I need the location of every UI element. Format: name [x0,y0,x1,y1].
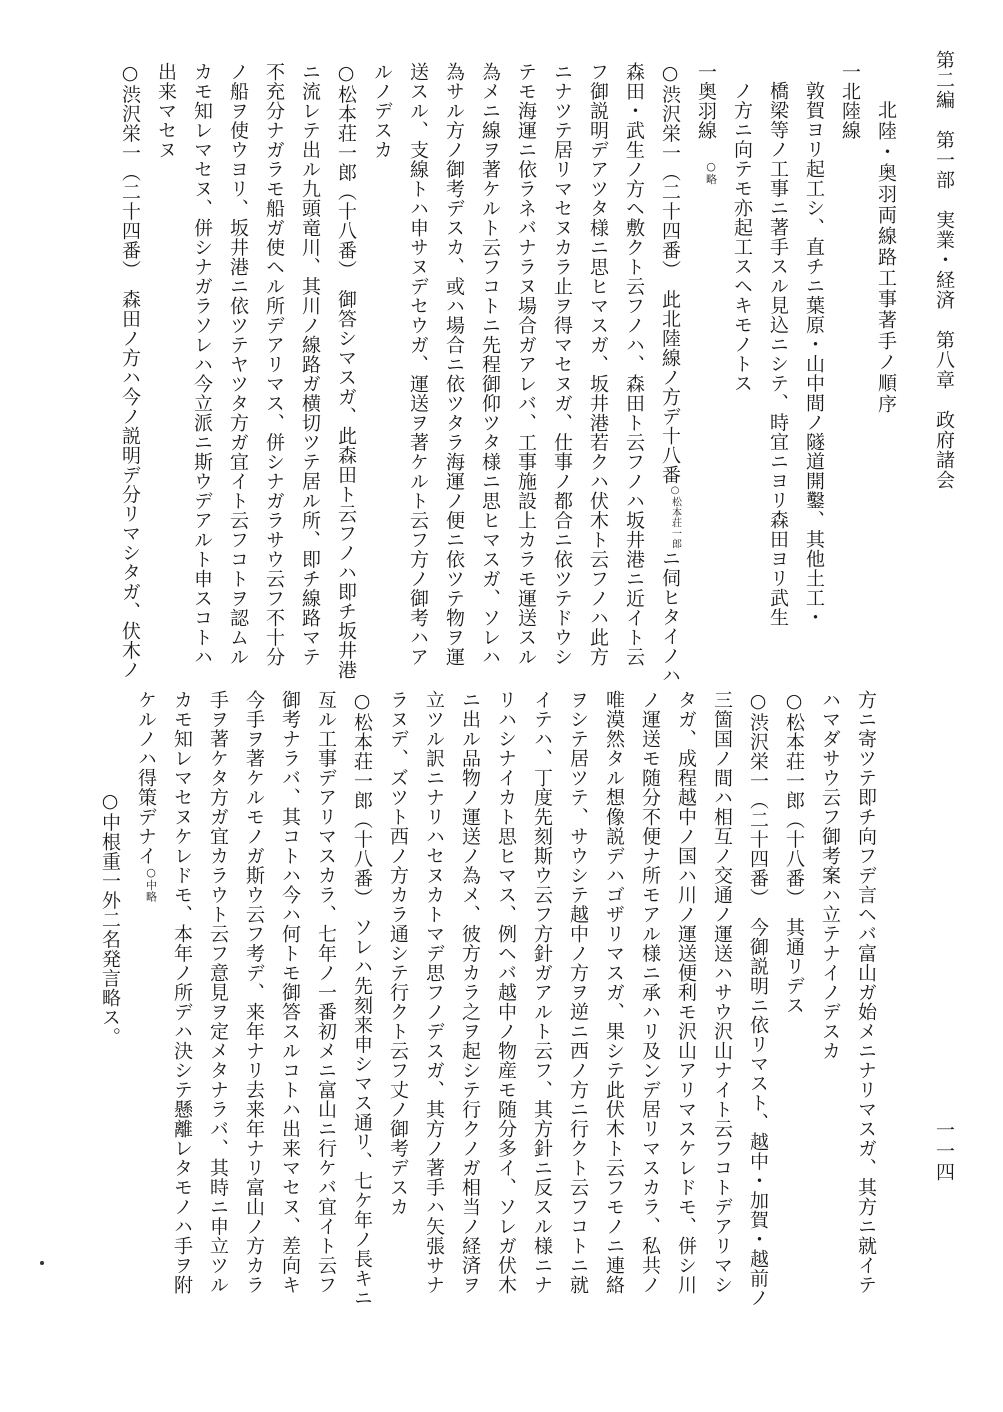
text-column: ○松本荘一郎（十八番） ソレハ先刻来申シマス通リ、七ケ年ノ長キニ [351,690,373,1308]
text-column: 一奥羽線 ○略 [695,62,718,185]
text-column: ケルノハ得策デナイ○中略 [135,690,158,902]
text-column: 今手ヲ著ケルモノガ斯ウ云フ考デ、来年ナリ去来年ナリ富山ノ方カラ [243,690,265,1295]
text-column: ハマダサウ云フ御考案ハ立テナイノデスカ [819,690,841,1061]
inline-note: ○松本荘一郎 [669,484,681,549]
section-title: 北陸・奥羽両線路工事著手ノ順序 [875,100,897,415]
text-column: ニ出ル品物ノ運送ノ為メ、彼方カラ之ヲ起シテ行クノガ相当ノ経済ヲ [459,690,481,1295]
text-column: 送スル、支線トハ申サヌデセウガ、運送ヲ著ケルト云フ方ノ御考ハア [407,62,429,667]
page-number: 一一四 [933,1120,955,1183]
stray-dot [40,1261,44,1265]
text-column: ニ流レテ出ル九頭竜川、其川ノ線路ガ横切ツテ居ル所、即チ線路マテ [299,62,321,667]
text-column: フ御説明デアツタ様ニ思ヒマスガ、坂井港若クハ伏木ト云フノハ此方 [587,62,609,667]
lower-text-block [78,690,884,1308]
text-column: 為サル方ノ御考デスカ、或ハ場合ニ依ツタラ海運ノ便ニ依ツテ物ヲ運 [443,62,465,667]
text-column: 三箇国ノ間ハ相互ノ交通ノ運送ハサウ沢山ナイト云フコトデアリマシ [711,690,733,1295]
text-column: ルノデスカ [371,62,393,160]
text-column: 不充分ナガラモ船ガ使ヘル所デアリマス、併シナガラサウ云フ不十分 [263,62,285,667]
text-column: ノ運送モ随分不便ナ所モアル様ニ承ハリ及ンデ居リマスカラ、私共ノ [639,690,661,1295]
text-column: ノ船ヲ使ウヨリ、坂井港ニ依ツテヤツタ方ガ宜イト云フコトヲ認ムル [227,62,249,667]
text-column: カモ知レマセヌ、併シナガラソレハ今立派ニ斯ウデアルト申スコトハ [191,62,213,667]
text-column: ○渋沢栄一（二十四番） 今御説明ニ依リマスト、越中・加賀・越前ノ [747,690,769,1308]
text-column: ○渋沢栄一（二十四番） 森田ノ方ハ今ノ説明デ分リマシタガ、伏木ノ [119,62,141,680]
running-head: 第二編 第一部 実業・経済 第八章 政府諸会 [933,50,955,490]
text-column: イテハ、丁度先刻斯ウ云フ方針ガアルト云フ、其方針ニ反スル様ニナ [531,690,553,1295]
omission-note: ○中略 [144,865,158,902]
text-column: 唯漠然タル想像説デハゴザリマスガ、果シテ此伏木ト云フモノニ連絡 [603,690,625,1295]
text-column: テモ海運ニ依ラネバナラヌ場合ガアレバ、工事施設上カラモ運送スル [515,62,537,667]
text-column: 森田・武生ノ方ヘ敷クト云フノハ、森田ト云フノハ坂井港ニ近イト云 [623,62,645,667]
text-column: リハシナイカト思ヒマス、例ヘバ越中ノ物産モ随分多イ、ソレガ伏木 [495,690,517,1295]
text-column: 為メニ線ヲ著ケルト云フコトニ先程御仰ツタ様ニ思ヒマスガ、ソレハ [479,62,501,667]
text-column: 方ニ寄ツテ即チ向フデ言ヘバ富山ガ始メニナリマスガ、其方ニ就イテ [855,690,877,1295]
text-column: カモ知レマセヌケレドモ、本年ノ所デハ決シテ懸離レタモノハ手ヲ附 [171,690,193,1295]
text-column: 御考ナラバ、其コトハ今ハ何トモ御答スルコトハ出来マセヌ、差向キ [279,690,301,1295]
text-column: 敦賀ヨリ起工シ、直チニ葉原・山中間ノ隧道開鑿、其他土工・ [803,81,825,627]
text-column: ヲシテ居ツテ、サウシテ越中ノ方ヲ逆ニ西ノ方ニ行クト云フコトニ就 [567,690,589,1295]
text-column: ニナツテ居リマセヌカラ止ヲ得マセヌガ、仕事ノ都合ニ依ツテドウシ [551,62,573,667]
text-column: 手ヲ著ケタ方ガ宜カラウト云フ意見ヲ定メタナラバ、其時ニ申立ツル [207,690,229,1295]
text-column: ○渋沢栄一（二十四番） 此北陸線ノ方デ十八番○松本荘一郎ニ伺ヒタイノハ [659,62,681,685]
text-column: 出来マセヌ [155,62,177,160]
text-column: ○松本荘一郎（十八番） 其通リデス [783,690,805,1015]
text-column: ノ方ニ向テモ亦起工スヘキモノトス [731,81,753,393]
upper-text-block [92,62,904,685]
text-column: 一北陸線 [839,62,861,140]
text-column: ○中根重一外二名発言略ス。 [99,790,121,1047]
omission-note: ○略 [704,159,718,185]
text-column: タガ、成程越中ノ国ハ川ノ運送便利モ沢山アリマスケレドモ、併シ川 [675,690,697,1295]
text-column: 橋梁等ノ工事ニ著手スル見込ニシテ、時宜ニヨリ森田ヨリ武生 [767,81,789,627]
text-column: ラヌデ、ズツト西ノ方カラ通シテ行クト云フ丈ノ御考デスカ [387,690,409,1217]
text-column: 亙ル工事デアリマスカラ、七年ノ一番初メニ富山ニ行ケバ宜イト云フ [315,690,337,1295]
text-column: ○松本荘一郎（十八番） 御答シマスガ、此森田ト云フノハ即チ坂井港 [335,62,357,680]
text-column: 立ツル訳ニナリハセヌカトマデ思フノデスガ、其方ノ著手ハ矢張サナ [423,690,445,1295]
